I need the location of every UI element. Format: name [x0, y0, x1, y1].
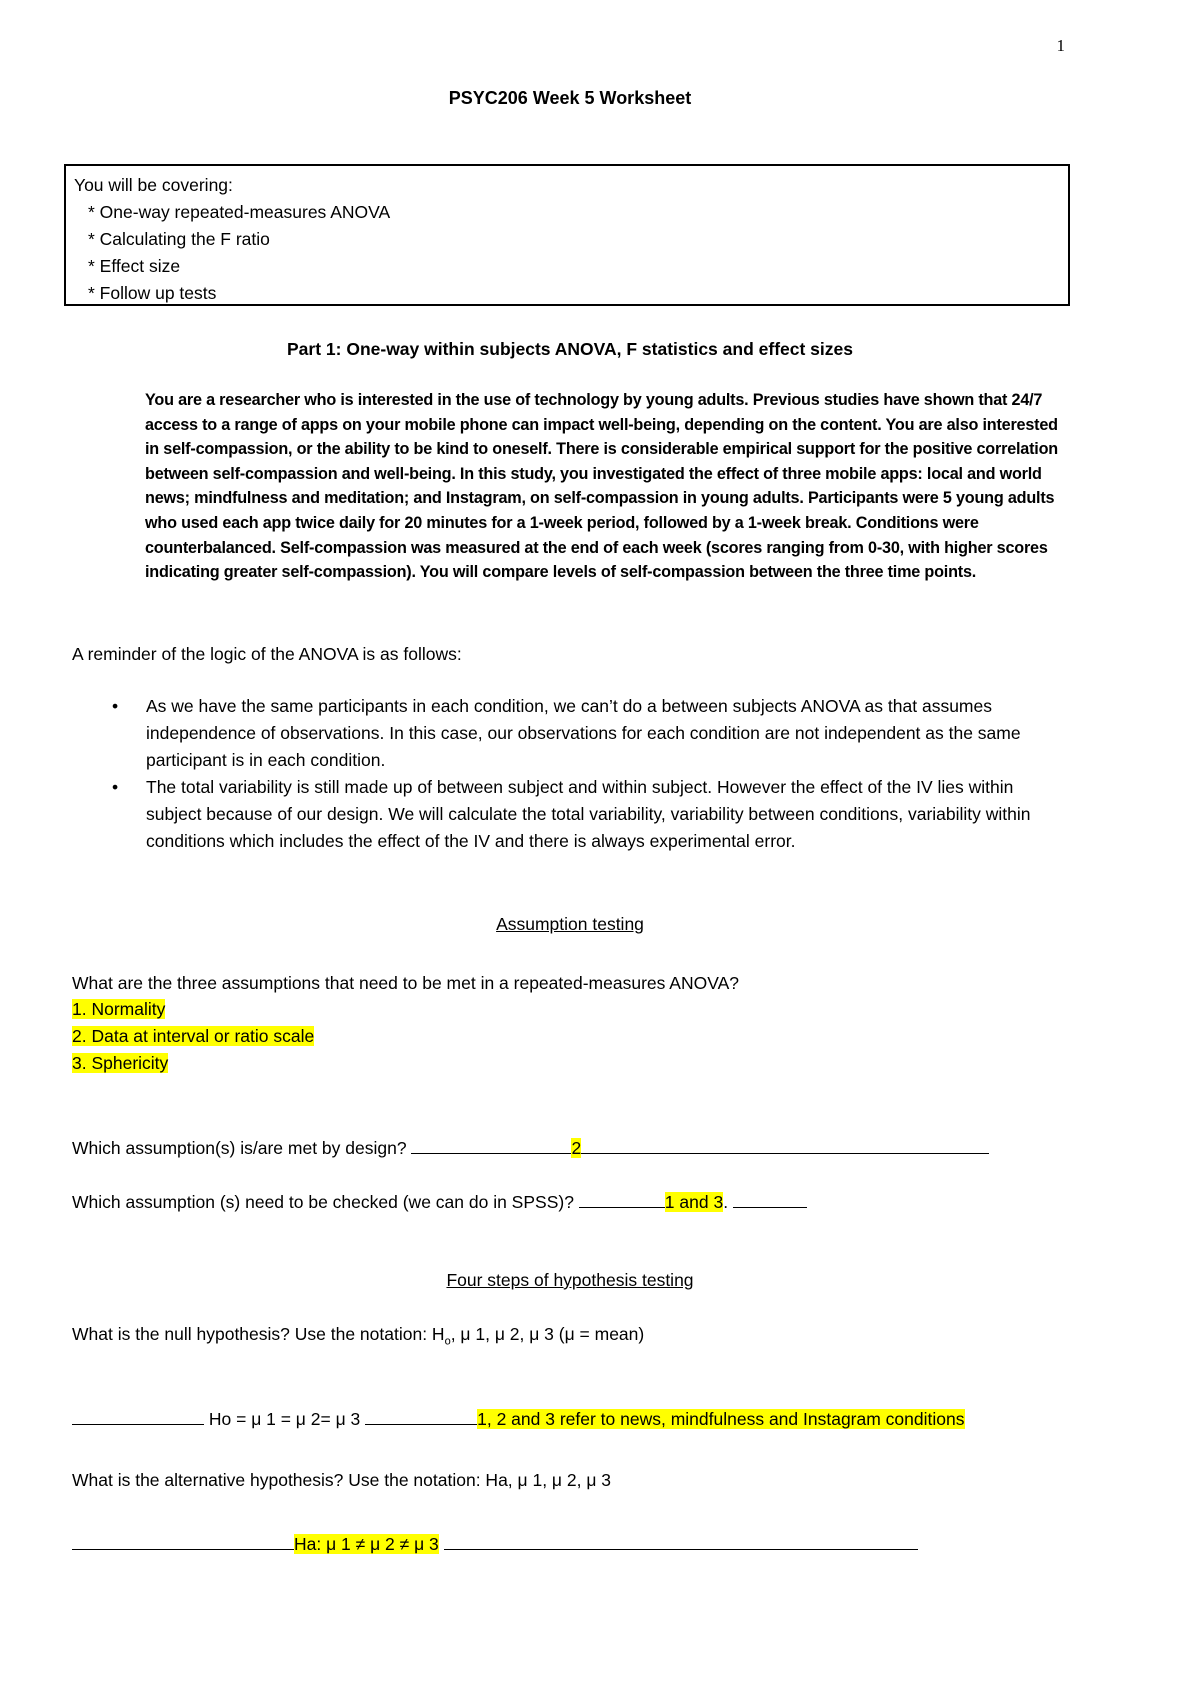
null-question-rest: , μ 1, μ 2, μ 3 (μ = mean)	[450, 1324, 645, 1344]
covering-item: * Effect size	[88, 256, 181, 276]
assumption-item: 2. Data at interval or ratio scale	[72, 1026, 315, 1046]
assumption-item: 1. Normality	[72, 999, 166, 1019]
bullet-icon: •	[112, 696, 119, 716]
covering-item: * Follow up tests	[88, 283, 217, 303]
design-answer: 2	[571, 1138, 582, 1158]
answer-blank	[365, 1405, 477, 1425]
alt-question: What is the alternative hypothesis? Use the notation: Ha, μ 1, μ 2, μ 3	[72, 1470, 612, 1490]
answer-blank	[72, 1405, 204, 1425]
part1-title: Part 1: One-way within subjects ANOVA, F statistics and effect sizes	[287, 339, 853, 359]
design-question: Which assumption(s) is/are met by design?	[72, 1138, 407, 1158]
check-question-row	[72, 1188, 807, 1213]
assumption-heading: Assumption testing	[496, 914, 644, 934]
answer-blank	[579, 1188, 665, 1208]
assumption-list	[72, 996, 314, 1077]
bullet-text: As we have the same participants in each condition, we can’t do a between subjects ANOVA as that assumes independence of observations. In this case, our observations for each condition are not independent as the same participant is in each condition.	[146, 696, 1021, 770]
assumption-item: 3. Sphericity	[72, 1053, 169, 1073]
list-item	[112, 774, 1072, 855]
answer-blank	[411, 1134, 571, 1154]
hypothesis-heading: Four steps of hypothesis testing	[446, 1270, 694, 1290]
assumption-question: What are the three assumptions that need to be met in a repeated-measures ANOVA?	[72, 973, 739, 993]
scenario-paragraph: You are a researcher who is interested in the use of technology by young adults. Previous studies have shown that 24/7 access to a range of apps on your mobile phone can impact well-being, depending on the content. You are also interested in self-compassion, or the ability to be kind to oneself. There is considerable empirical support for the positive correlation between self-compassion and well-being. In this study, you investigated the effect of three mobile apps: local and world news; mindfulness and meditation; and Instagram, on self-compassion in young adults. Participants were 5 young adults who used each app twice daily for 20 minutes for a 1-week period, followed by a 1-week break. Conditions were counterbalanced. Self-compassion was measured at the end of each week (scores ranging from 0-30, with higher scores indicating greater self-compassion). You will compare levels of self-compassion between the three time points.	[145, 391, 1058, 582]
answer-blank	[581, 1134, 989, 1154]
check-answer: 1 and 3	[664, 1192, 724, 1212]
answer-blank	[444, 1530, 918, 1550]
list-item	[112, 693, 1072, 774]
null-question-row	[72, 1324, 644, 1348]
bullet-list	[112, 693, 1072, 855]
alt-answer-row	[72, 1530, 918, 1555]
null-question-sub: o	[444, 1335, 451, 1348]
covering-item: * One-way repeated-measures ANOVA	[88, 202, 391, 222]
null-question: What is the null hypothesis? Use the notation: H	[72, 1324, 445, 1344]
reminder-text: A reminder of the logic of the ANOVA is as follows:	[72, 644, 462, 664]
alt-answer: Ha: μ 1 ≠ μ 2 ≠ μ 3	[294, 1534, 439, 1554]
page-title: PSYC206 Week 5 Worksheet	[448, 88, 692, 108]
bullet-text: The total variability is still made up of between subject and within subject. However the effect of the IV lies within subject because of our design. We will calculate the total variability, variability between conditions, variability within conditions which includes the effect of the IV and there is always experimental error.	[146, 777, 1031, 851]
covering-box	[64, 164, 1070, 306]
page-number: 1	[1056, 36, 1065, 55]
null-answer: Ho = μ 1 = μ 2= μ 3	[208, 1409, 361, 1429]
null-note: 1, 2 and 3 refer to news, mindfulness and Instagram conditions	[477, 1409, 965, 1429]
bullet-icon: •	[112, 777, 119, 797]
check-question: Which assumption (s) need to be checked (we can do in SPSS)?	[72, 1192, 574, 1212]
covering-heading: You will be covering:	[74, 175, 233, 195]
answer-blank	[72, 1530, 294, 1550]
answer-blank	[733, 1188, 807, 1208]
null-answer-row	[72, 1405, 965, 1430]
check-answer-period: .	[723, 1192, 729, 1212]
covering-item: * Calculating the F ratio	[88, 229, 270, 249]
design-question-row	[72, 1134, 989, 1159]
